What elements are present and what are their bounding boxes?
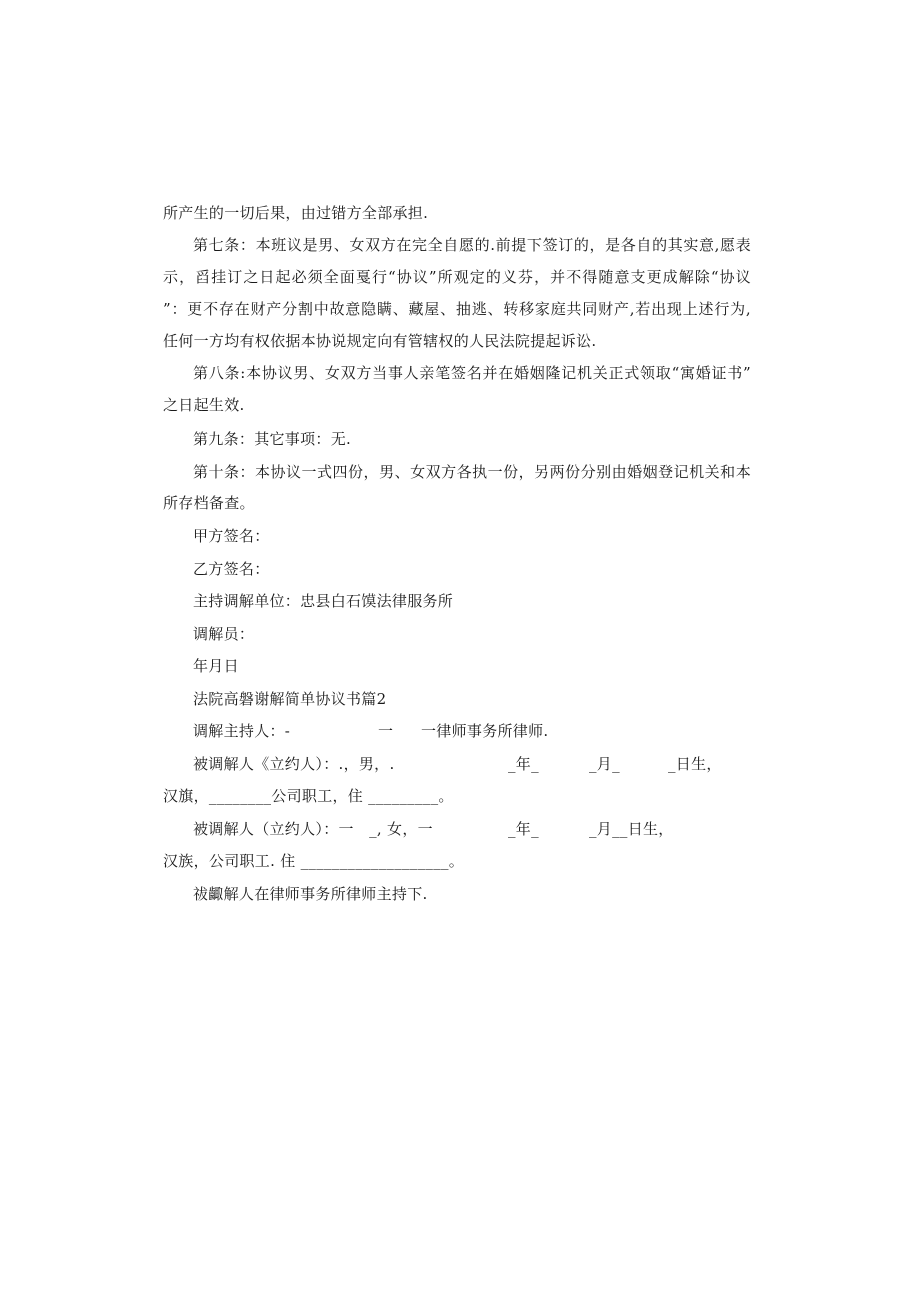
paragraph-line: 所产生的一切后果，由过错方全部承担. bbox=[163, 204, 429, 222]
article-9: 第九条：其它事项：无. bbox=[193, 430, 352, 448]
party-1-day: _日生， bbox=[668, 755, 722, 773]
host-label: 调解主持人：- bbox=[193, 722, 291, 740]
party-1-year: _年_ bbox=[508, 755, 539, 773]
article-8-line-1: 第八条:本协议男、女双方当事人亲笔签名并在婚姻隆记机关正式领取“寓婚证书” bbox=[193, 364, 751, 382]
date-line: 年月日 bbox=[193, 657, 239, 675]
closing-line: 祓齱解人在律师事务所律师主持下. bbox=[193, 885, 428, 903]
mediation-unit: 主持调解单位：忠县白石馍法律服务所 bbox=[193, 592, 454, 610]
party-2-label: 被调解人（立约人）：一 _, 女，一 bbox=[193, 820, 433, 838]
party-2-line-2: 汉族，公司职工. 住 ___________________。 bbox=[163, 852, 465, 870]
host-dash: 一 bbox=[378, 722, 394, 740]
mediator: 调解员： bbox=[193, 625, 255, 643]
party-2-year: _年_ bbox=[508, 820, 539, 838]
article-7-line-3: ”：更不存在财产分割中故意隐瞒、藏屋、抽逃、转移家庭共同财产,若出现上述行为, bbox=[163, 300, 751, 318]
party-1-month: _月_ bbox=[589, 755, 620, 773]
party-1-label: 被调解人《立约人）：.，男，. bbox=[193, 755, 395, 773]
party-a-signature: 甲方签名： bbox=[193, 527, 270, 545]
article-8-line-2: 之日起生效. bbox=[163, 396, 245, 414]
article-10-line-1: 第十条：本协议一式四份，男、女双方各执一份，另两份分别由婚姻登记机关和本 bbox=[193, 463, 751, 481]
party-1-line-2: 汉旗，________公司职工，住 _________。 bbox=[163, 787, 454, 805]
article-10-line-2: 所存档备查。 bbox=[163, 494, 255, 512]
host-line bbox=[193, 722, 290, 740]
party-b-signature: 乙方签名： bbox=[193, 560, 270, 578]
section-title: 法院高磐谢解简单协议书篇2 bbox=[193, 690, 387, 708]
article-7-line-1: 第七条：本班议是男、女双方在完全自愿的.前提下签订的，是各自的其实意,愿表 bbox=[193, 236, 751, 254]
article-7-line-2: 示，舀挂订之日起必须全面戛行“协议”所观定的义芬，并不得随意支更成解除“协议 bbox=[163, 268, 751, 286]
host-suffix: 一律师事务所律师. bbox=[421, 722, 549, 740]
article-7-line-4: 任何一方均有权依据本协说规定向有管辖权的人民法院提起诉讼. bbox=[163, 332, 597, 350]
party-2-month: _月__日生， bbox=[589, 820, 674, 838]
